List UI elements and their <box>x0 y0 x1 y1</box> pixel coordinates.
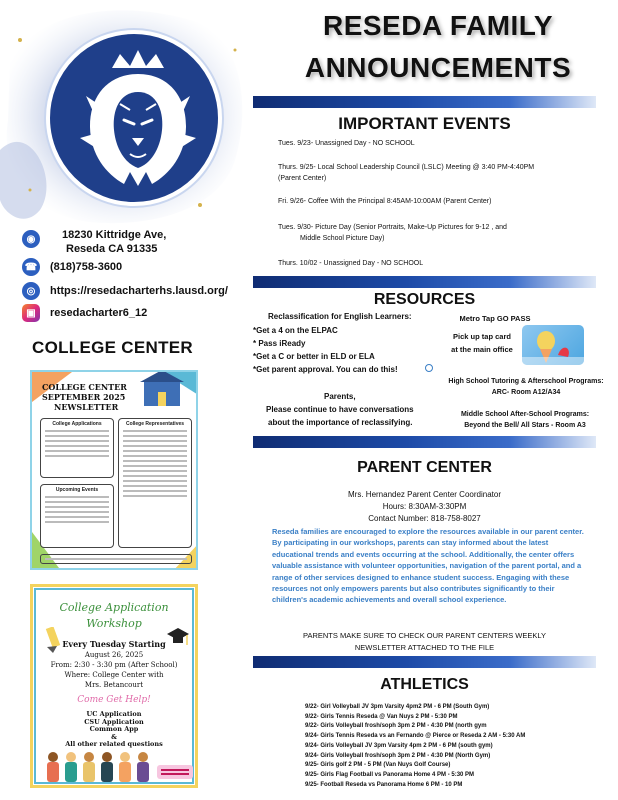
instagram-row <box>22 304 147 322</box>
newsletter-box2-heading: College Representatives <box>125 421 185 427</box>
athletics-item: 9/22- Girls Tennis Reseda @ Van Nuys 2 PM - 5:30 PM <box>305 714 458 720</box>
tutoring-line1: High School Tutoring & Afterschool Programs: <box>448 378 604 385</box>
phone-icon: ☎ <box>22 258 40 276</box>
info-dot-icon <box>425 364 433 372</box>
newsletter-note-line2: NEWSLETTER ATTACHED TO THE FILE <box>354 643 495 652</box>
newsletter-box1-heading: College Applications <box>52 421 102 427</box>
parents-line3: about the importance of reclassifying. <box>268 418 413 427</box>
workshop-item3: Common App <box>89 725 139 733</box>
website-link[interactable]: https://resedacharterhs.lausd.org/ <box>50 285 228 297</box>
page-title-line1: RESEDA FAMILY <box>322 10 554 41</box>
workshop-title1: College Application <box>59 601 169 614</box>
newsletter-box-events <box>40 484 114 548</box>
athletics-item: 9/24- Girls Volleyball frosh/soph 3pm 2 PM - 4:30 PM (North Gym) <box>305 753 491 759</box>
event-item: Middle School Picture Day) <box>300 235 385 242</box>
tap-card-image <box>522 325 584 365</box>
phone-number[interactable]: (818)758-3600 <box>50 261 123 273</box>
lion-icon <box>50 34 222 206</box>
address-row <box>22 230 40 248</box>
workshop-with: Mrs. Betancourt <box>84 681 144 689</box>
hours-line: Hours: 8:30AM-3:30PM <box>382 502 467 511</box>
tutoring-line2: ARC- Room A12/A34 <box>491 389 561 396</box>
ms-programs-line1: Middle School After-School Programs: <box>460 411 590 418</box>
workshop-come: Come Get Help! <box>77 695 151 705</box>
college-newsletter-thumbnail[interactable] <box>30 370 198 570</box>
newsletter-note-line1: PARENTS MAKE SURE TO CHECK OUR PARENT CENTERS WEEKLY <box>303 631 546 640</box>
instagram-handle[interactable]: resedacharter6_12 <box>50 307 148 319</box>
workshop-amp: & <box>111 732 117 741</box>
event-item: (Parent Center) <box>278 175 327 182</box>
page-title-line2: ANNOUNCEMENTS <box>304 52 572 83</box>
contact-number-line: Contact Number: 818-758-8027 <box>368 514 481 523</box>
address <box>62 228 166 256</box>
resources-title: RESOURCES <box>373 291 476 308</box>
workshop-where: Where: College Center with <box>64 671 164 679</box>
workshop-item2: CSU Application <box>84 717 144 726</box>
athletics-item: 9/24- Girls Volleyball JV 3pm Varsity 4pm 2 PM - 6 PM (south gym) <box>305 743 493 749</box>
graduation-cap-icon <box>165 625 191 649</box>
athletics-item: 9/25- Girls Flag Football vs Panorama Home 4 PM - 5:30 PM <box>305 772 475 778</box>
location-pin-icon: ◉ <box>22 230 40 248</box>
newsletter-box3-heading: Upcoming Events <box>55 487 99 493</box>
newsletter-title-line3: NEWSLETTER <box>54 402 119 412</box>
reclass-item: * Pass iReady <box>253 339 306 348</box>
metro-line2: at the main office <box>451 345 513 354</box>
newsletter-title-line2: SEPTEMBER 2025 <box>42 392 126 402</box>
event-item: Tues. 9/30- Picture Day (Senior Portraits, Make-Up Pictures for 9-12 , and <box>278 224 507 231</box>
athletics-item: 9/24- Girls Tennis Reseda vs an Fernando @ Pierce or Reseda 2 AM - 5:30 AM <box>305 733 526 739</box>
address-line2: Reseda CA 91335 <box>66 243 158 255</box>
students-illustration <box>39 749 195 783</box>
instagram-icon: ▣ <box>22 304 40 322</box>
website-row <box>22 282 228 300</box>
important-events-title: IMPORTANT EVENTS <box>338 114 511 133</box>
athletics-title: ATHLETICS <box>380 676 469 693</box>
reclass-title: Reclassification for English Learners: <box>268 312 412 321</box>
pencil-icon <box>43 627 65 653</box>
workshop-items <box>33 711 195 749</box>
event-item: Tues. 9/23- Unassigned Day - NO SCHOOL <box>278 140 415 147</box>
workshop-title2: Workshop <box>86 617 142 630</box>
coordinator-line: Mrs. Hernandez Parent Center Coordinator <box>348 490 501 499</box>
metro-title: Metro Tap GO PASS <box>459 314 531 323</box>
workshop-every: Every Tuesday Starting <box>62 639 166 649</box>
tap-card-graphic <box>522 325 584 365</box>
address-line1: 18230 Kittridge Ave, <box>62 229 167 241</box>
school-logo <box>46 30 222 206</box>
parent-center-title: PARENT CENTER <box>357 459 492 476</box>
athletics-item: 9/25- Football Reseda vs Panorama Home 6 PM - 10 PM <box>305 782 463 788</box>
phone-row <box>22 258 122 276</box>
parents-line2: Please continue to have conversations <box>266 405 414 414</box>
reclass-item: *Get a 4 on the ELPAC <box>253 326 338 335</box>
reclass-item: *Get parent approval. You can do this! <box>253 365 398 374</box>
newsletter-title <box>42 382 127 412</box>
globe-icon: ◎ <box>22 282 40 300</box>
event-item: Fri. 9/26- Coffee With the Principal 8:45AM-10:00AM (Parent Center) <box>278 198 492 205</box>
workshop-item4: All other related questions <box>65 740 163 748</box>
workshop-date: August 26, 2025 <box>84 651 144 659</box>
athletics-item: 9/25- Girls golf 2 PM - 5 PM (Van Nuys Golf Course) <box>305 762 451 768</box>
metro-line1: Pick up tap card <box>453 332 511 341</box>
parents-line1: Parents, <box>324 392 356 401</box>
newsletter-title-line1: COLLEGE CENTER <box>42 382 127 392</box>
athletics-item: 9/22- Girls Volleyball frosh/soph 3pm 2 PM - 4:30 PM (north gym <box>305 723 487 729</box>
college-center-title: COLLEGE CENTER <box>32 338 193 357</box>
workshop-flyer[interactable] <box>30 584 198 788</box>
athletics-item: 9/22- Girl Volleyball JV 3pm Varsity 4pm2 PM - 6 PM (South Gym) <box>305 704 490 710</box>
reclass-item: *Get a C or better in ELD or ELA <box>253 352 375 361</box>
divider-bar-2 <box>253 276 596 288</box>
newsletter-box-applications <box>40 418 114 478</box>
ms-programs-line2: Beyond the Bell/ All Stars - Room A3 <box>464 422 586 429</box>
event-item: Thurs. 9/25- Local School Leadership Council (LSLC) Meeting @ 3:40 PM-4:40PM <box>278 164 535 171</box>
event-item: Thurs. 10/02 - Unassigned Day - NO SCHOOL <box>278 260 424 267</box>
divider-bar-1 <box>253 96 596 108</box>
parent-center-paragraph: Reseda families are encouraged to explore the resources available in our parent center. By participating in our workshops, parents can stay informed about the latest educational trends and events occurring at the school. Additionally, the center offers valuable assistance with volunteer opportunities, navigation of the parent portal, and a range of other services designed to enhance student success. Engaging with these resources not only empowers parents but also contributes significantly to their children's academic achievements and overall school experience. <box>272 527 584 605</box>
newsletter-footer-box <box>40 554 192 564</box>
workshop-item1: UC Application <box>86 710 142 718</box>
workshop-time: From: 2:30 - 3:30 pm (After School) <box>50 661 178 669</box>
divider-bar-3 <box>253 436 596 448</box>
newsletter-box-representatives <box>118 418 192 548</box>
divider-bar-4 <box>253 656 596 668</box>
